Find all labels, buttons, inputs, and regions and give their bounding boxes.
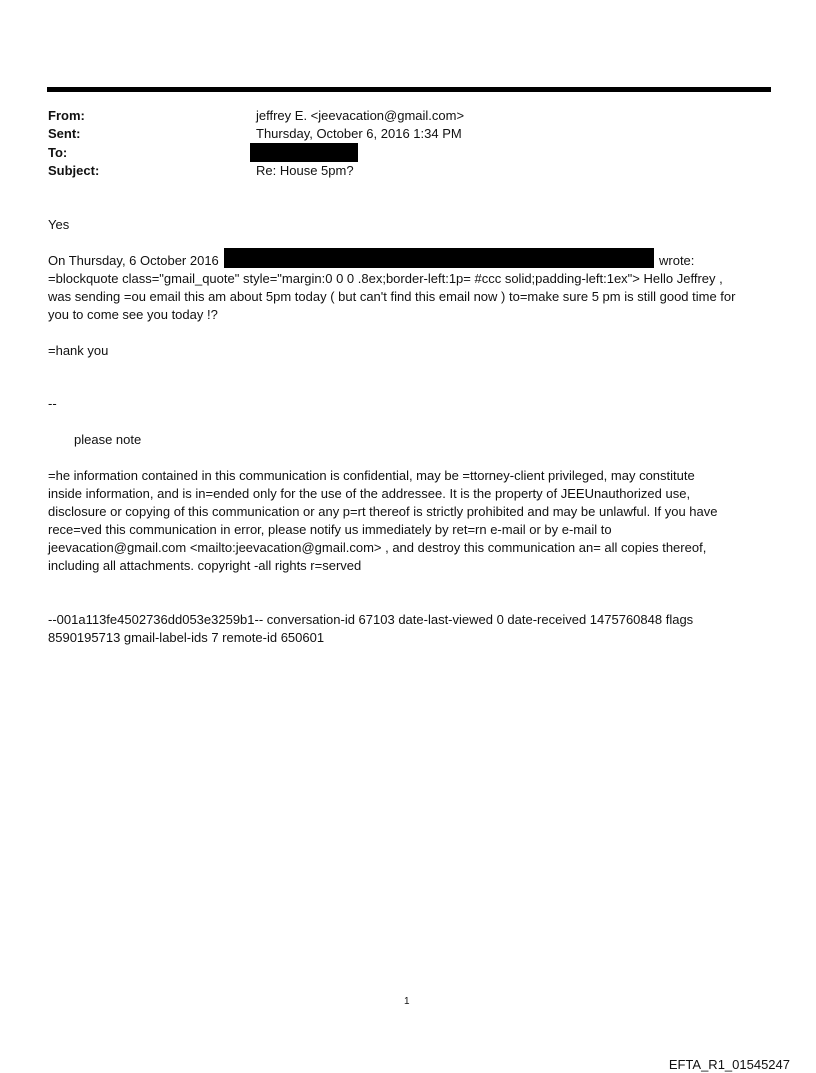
quote-line: =blockquote class="gmail_quote" style="margin:0 0 0 .8ex;border-left:1p= #ccc solid;padding-left:1ex"> Hello Jeffrey , <box>48 271 723 286</box>
from-value: jeffrey E. <jeevacation@gmail.com> <box>256 108 465 123</box>
quote-line: was sending =ou email this am about 5pm today ( but can't find this email now ) to=make sure 5 pm is still good time for <box>48 289 736 304</box>
to-redaction <box>250 143 358 162</box>
to-label: To: <box>48 145 68 160</box>
quote-intro-end: wrote: <box>659 253 695 268</box>
signature-separator: -- <box>48 396 57 411</box>
quote-line: you to come see you today !? <box>48 307 218 322</box>
subject-label: Subject: <box>48 163 100 178</box>
disclaimer-line: =he information contained in this communication is confidential, may be =ttorney-client privileged, may constitute <box>48 468 695 483</box>
quote-intro-start: On Thursday, 6 October 2016 <box>48 253 219 268</box>
bates-number: EFTA_R1_01545247 <box>668 1057 790 1072</box>
subject-value: Re: House 5pm? <box>256 163 354 178</box>
sent-value: Thursday, October 6, 2016 1:34 PM <box>256 126 462 141</box>
from-label: From: <box>48 108 85 123</box>
disclaimer-line: jeevacation@gmail.com <mailto:jeevacation@gmail.com> , and destroy this communication an= all copies thereof, <box>48 540 707 555</box>
thanks-text: =hank you <box>48 343 109 358</box>
disclaimer-line: disclosure or copying of this communication or any p=rt thereof is strictly prohibited and may be unlawful. If you have <box>48 504 718 519</box>
note-heading: please note <box>74 432 142 447</box>
disclaimer-line: inside information, and is in=ended only for the use of the addressee. It is the property of JEEUnauthorized use, <box>48 486 691 501</box>
reply-text: Yes <box>48 217 70 232</box>
disclaimer-line: including all attachments. copyright -all rights r=served <box>48 558 362 573</box>
header-rule <box>47 87 771 92</box>
metadata-line: 8590195713 gmail-label-ids 7 remote-id 650601 <box>48 630 325 645</box>
sender-redaction <box>224 248 654 268</box>
page-number: 1 <box>404 996 410 1007</box>
disclaimer-line: rece=ved this communication in error, please notify us immediately by ret=rn e-mail or by e-mail to <box>48 522 612 537</box>
sent-label: Sent: <box>48 126 81 141</box>
metadata-line: --001a113fe4502736dd053e3259b1-- conversation-id 67103 date-last-viewed 0 date-received 1475760848 flags <box>48 612 694 627</box>
